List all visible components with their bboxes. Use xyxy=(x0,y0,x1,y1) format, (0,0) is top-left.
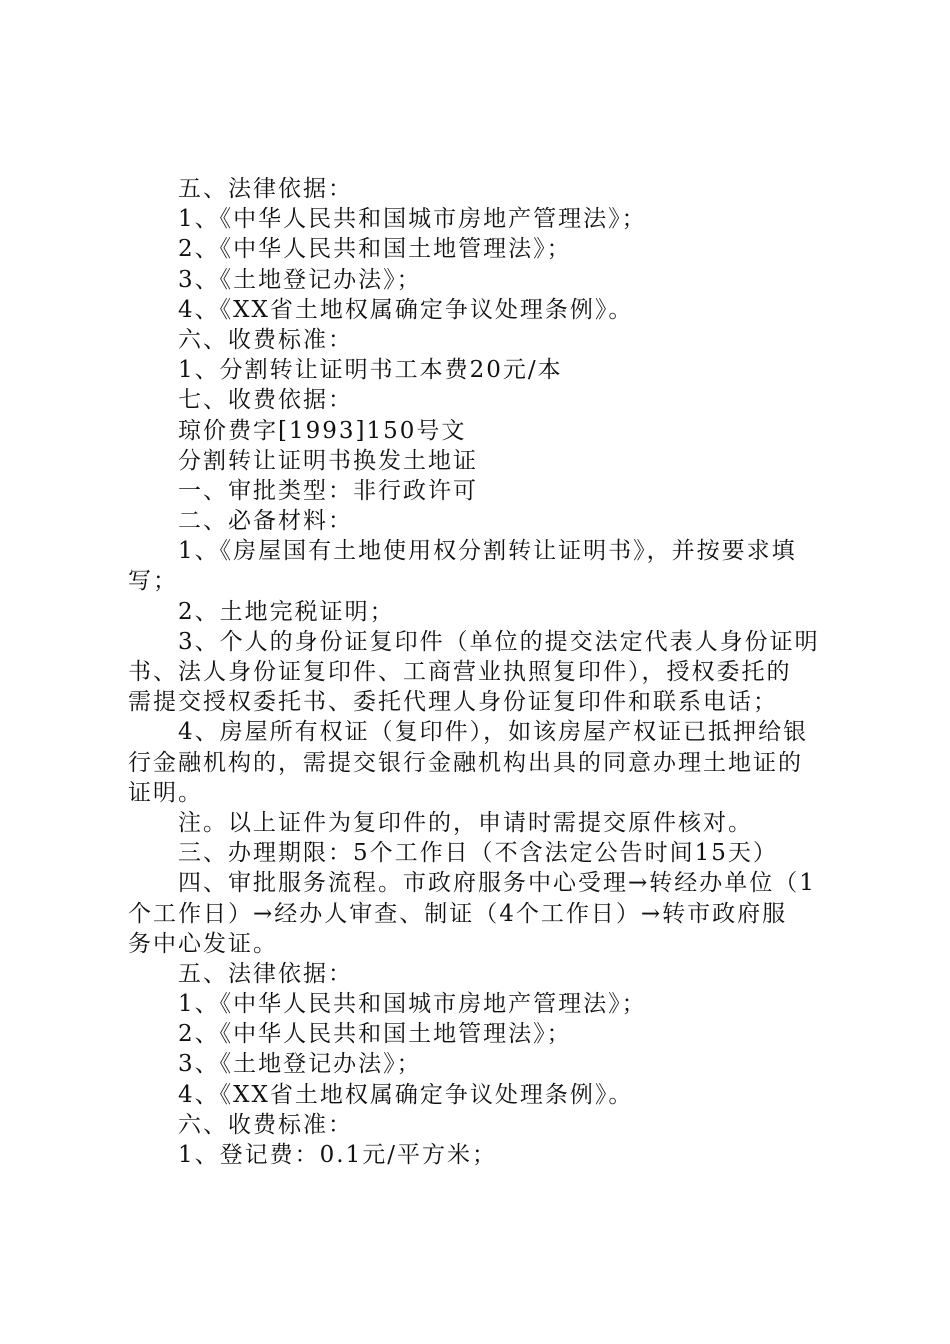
text-line: 注。以上证件为复印件的，申请时需提交原件核对。 xyxy=(178,809,753,836)
text-line: 1、《房屋国有土地使用权分割转让证明书》，并按要求填 xyxy=(178,538,797,565)
text-line: 个工作日）→经办人审查、制证（4个工作日）→转市政府服 xyxy=(128,900,788,927)
text-line: 2、土地完税证明； xyxy=(178,598,395,625)
text-line: 4、《XX省土地权属确定争议处理条例》。 xyxy=(178,1081,634,1108)
text-line: 1、登记费：0.1元/平方米； xyxy=(178,1142,497,1168)
text-line: 琼价费字[1993]150号文 xyxy=(178,417,467,444)
text-line: 1、《中华人民共和国城市房地产管理法》； xyxy=(178,991,647,1018)
document-body xyxy=(128,174,834,1170)
text-line: 2、《中华人民共和国土地管理法》； xyxy=(178,236,572,263)
text-line: 五、法律依据： xyxy=(178,176,353,202)
text-line: 4、房屋所有权证（复印件），如该房屋产权证已抵押给银 xyxy=(178,719,809,746)
text-line: 证明。 xyxy=(128,779,203,806)
text-line: 一、审批类型：非行政许可 xyxy=(178,477,478,504)
text-line: 写； xyxy=(128,568,178,595)
text-line: 三、办理期限：5个工作日（不含法定公告时间15天） xyxy=(178,840,778,867)
text-line: 四、审批服务流程。市政府服务中心受理→转经办单位（1 xyxy=(178,870,816,897)
text-line: 务中心发证。 xyxy=(128,930,278,957)
text-line: 分割转让证明书换发土地证 xyxy=(178,447,478,474)
text-line: 二、必备材料： xyxy=(178,508,353,535)
text-line: 3、《土地登记办法》； xyxy=(178,1051,422,1078)
text-line: 3、《土地登记办法》； xyxy=(178,266,422,293)
text-line: 六、收费标准： xyxy=(178,1111,353,1138)
text-line: 3、个人的身份证复印件（单位的提交法定代表人身份证明 xyxy=(178,628,820,655)
text-line: 五、法律依据： xyxy=(178,960,353,987)
text-line: 七、收费依据： xyxy=(178,387,353,414)
text-line: 4、《XX省土地权属确定争议处理条例》。 xyxy=(178,296,634,323)
text-line: 六、收费标准： xyxy=(178,326,353,353)
text-line: 需提交授权委托书、委托代理人身份证复印件和联系电话； xyxy=(128,689,778,716)
text-line: 1、分割转让证明书工本费20元/本 xyxy=(178,357,563,384)
text-line: 2、《中华人民共和国土地管理法》； xyxy=(178,1021,572,1048)
text-line: 行金融机构的，需提交银行金融机构出具的同意办理土地证的 xyxy=(128,749,803,776)
text-line: 书、法人身份证复印件、工商营业执照复印件），授权委托的 xyxy=(128,659,792,685)
text-line: 1、《中华人民共和国城市房地产管理法》； xyxy=(178,206,647,233)
